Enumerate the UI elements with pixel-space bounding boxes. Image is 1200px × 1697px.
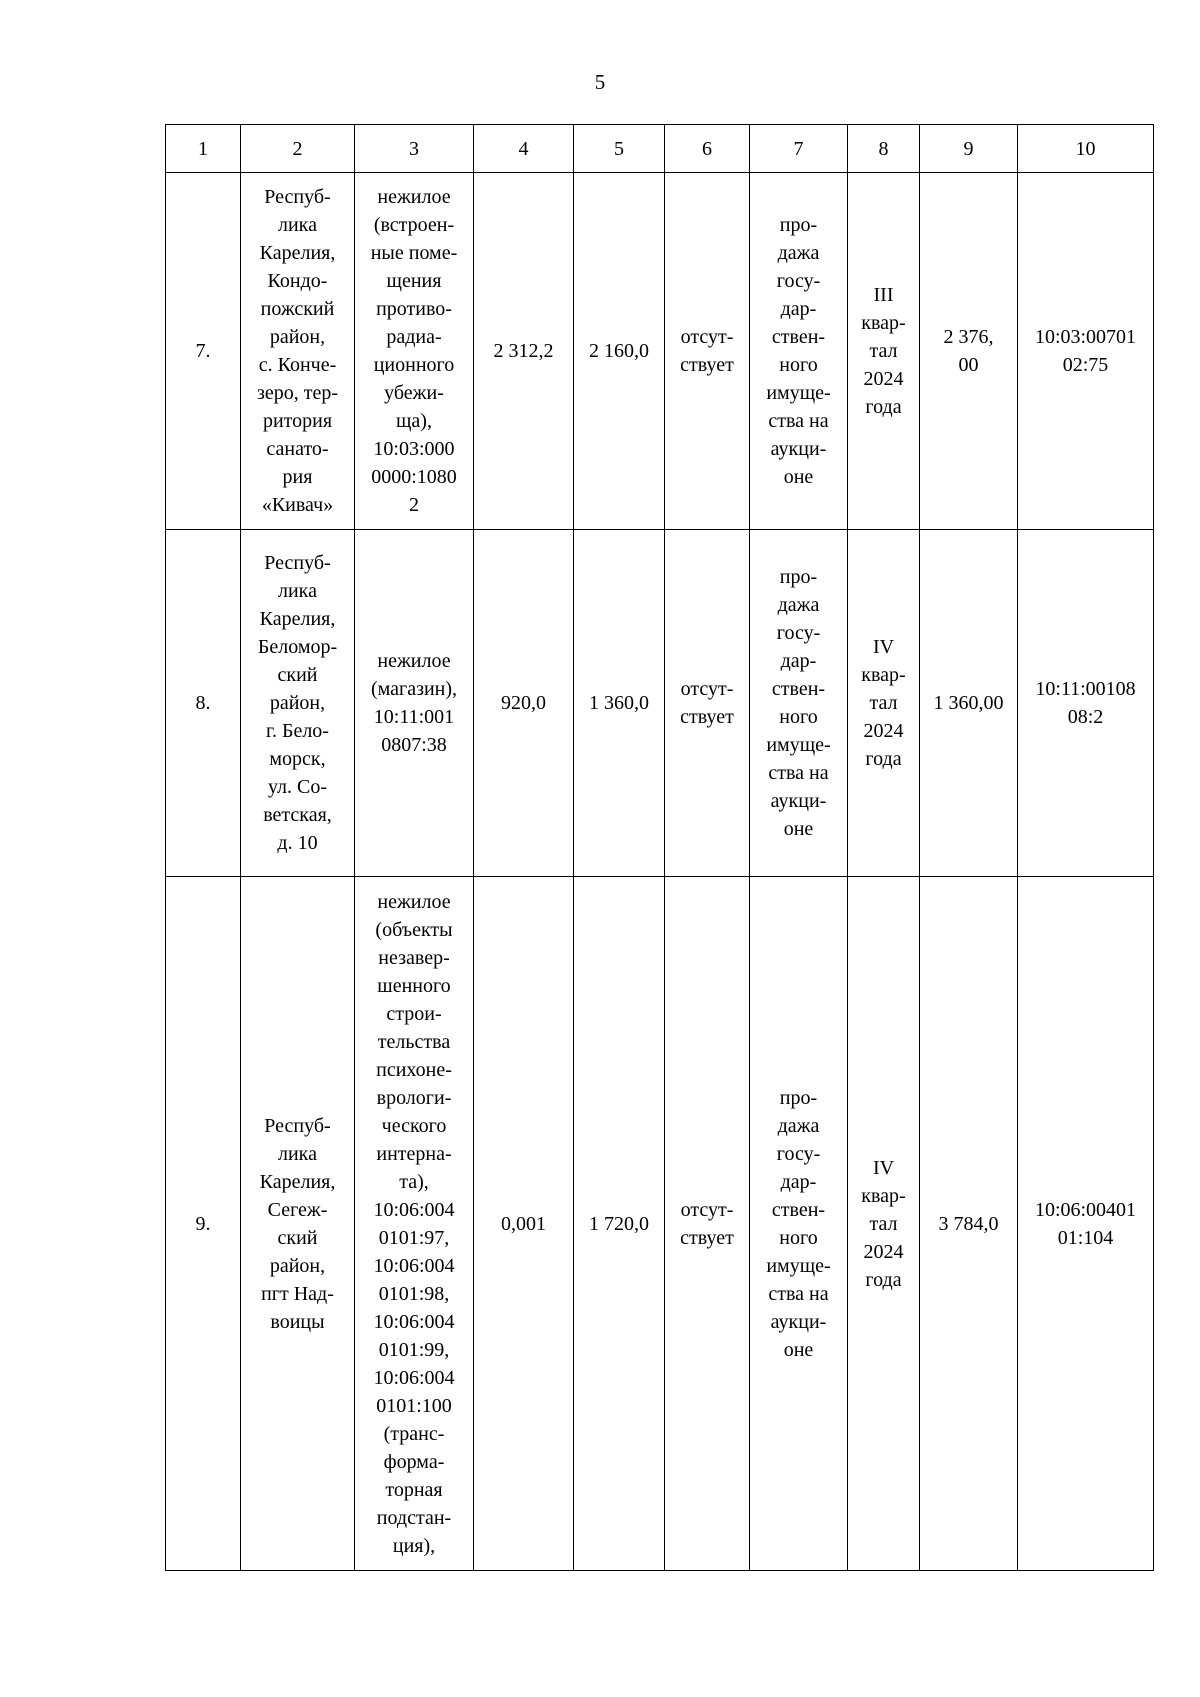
column-number: 2: [241, 125, 355, 173]
address-cell: Респуб- лика Карелия, Беломор- ский район, г. Бело- морск, ул. Со- ветская, д. 10: [241, 530, 355, 877]
method-cell: про- дажа госу- дар- ствен- ного имуще- ства на аукци- оне: [750, 877, 848, 1571]
column-number: 8: [848, 125, 920, 173]
value-cell-4: 2 312,2: [474, 173, 574, 530]
row-number: 8.: [166, 530, 241, 877]
column-number: 4: [474, 125, 574, 173]
description-cell: нежилое (объекты незавер- шенного строи- тельства психоне- врологи- ческого интерна- та), 10:06:004 0101:97, 10:06:004 0101:98, 10:06:004 0101:99, 10:06:004 0101:100 (транс- форма- торная подстан- ция),: [355, 877, 474, 1571]
period-cell: IV квар- тал 2024 года: [848, 530, 920, 877]
column-number: 6: [665, 125, 750, 173]
column-number: 10: [1018, 125, 1154, 173]
column-number: 7: [750, 125, 848, 173]
table-row: [166, 530, 1154, 877]
value-cell-5: 1 720,0: [574, 877, 665, 1571]
property-table: [165, 124, 1154, 1571]
value-cell-9: 1 360,00: [920, 530, 1018, 877]
column-number-row: [166, 125, 1154, 173]
value-cell-4: 0,001: [474, 877, 574, 1571]
method-cell: про- дажа госу- дар- ствен- ного имуще- ства на аукци- оне: [750, 530, 848, 877]
value-cell-5: 2 160,0: [574, 173, 665, 530]
value-cell-6: отсут- ствует: [665, 877, 750, 1571]
cadastral-cell: 10:06:00401 01:104: [1018, 877, 1154, 1571]
row-number: 9.: [166, 877, 241, 1571]
table-row: [166, 877, 1154, 1571]
value-cell-5: 1 360,0: [574, 530, 665, 877]
value-cell-9: 3 784,0: [920, 877, 1018, 1571]
period-cell: IV квар- тал 2024 года: [848, 877, 920, 1571]
address-cell: Респуб- лика Карелия, Сегеж- ский район, пгт Над- воицы: [241, 877, 355, 1571]
column-number: 5: [574, 125, 665, 173]
column-number: 9: [920, 125, 1018, 173]
address-cell: Респуб- лика Карелия, Кондо- пожский район, с. Конче- зеро, тер- ритория санато- рия «Кивач»: [241, 173, 355, 530]
method-cell: про- дажа госу- дар- ствен- ного имуще- ства на аукци- оне: [750, 173, 848, 530]
description-cell: нежилое (магазин), 10:11:001 0807:38: [355, 530, 474, 877]
value-cell-6: отсут- ствует: [665, 530, 750, 877]
cadastral-cell: 10:03:00701 02:75: [1018, 173, 1154, 530]
value-cell-6: отсут- ствует: [665, 173, 750, 530]
column-number: 1: [166, 125, 241, 173]
column-number: 3: [355, 125, 474, 173]
value-cell-9: 2 376, 00: [920, 173, 1018, 530]
period-cell: III квар- тал 2024 года: [848, 173, 920, 530]
cadastral-cell: 10:11:00108 08:2: [1018, 530, 1154, 877]
description-cell: нежилое (встроен- ные поме- щения противо- радиа- ционного убежи- ща), 10:03:000 0000:1080 2: [355, 173, 474, 530]
value-cell-4: 920,0: [474, 530, 574, 877]
row-number: 7.: [166, 173, 241, 530]
table-row: [166, 173, 1154, 530]
page-number: 5: [594, 70, 606, 94]
